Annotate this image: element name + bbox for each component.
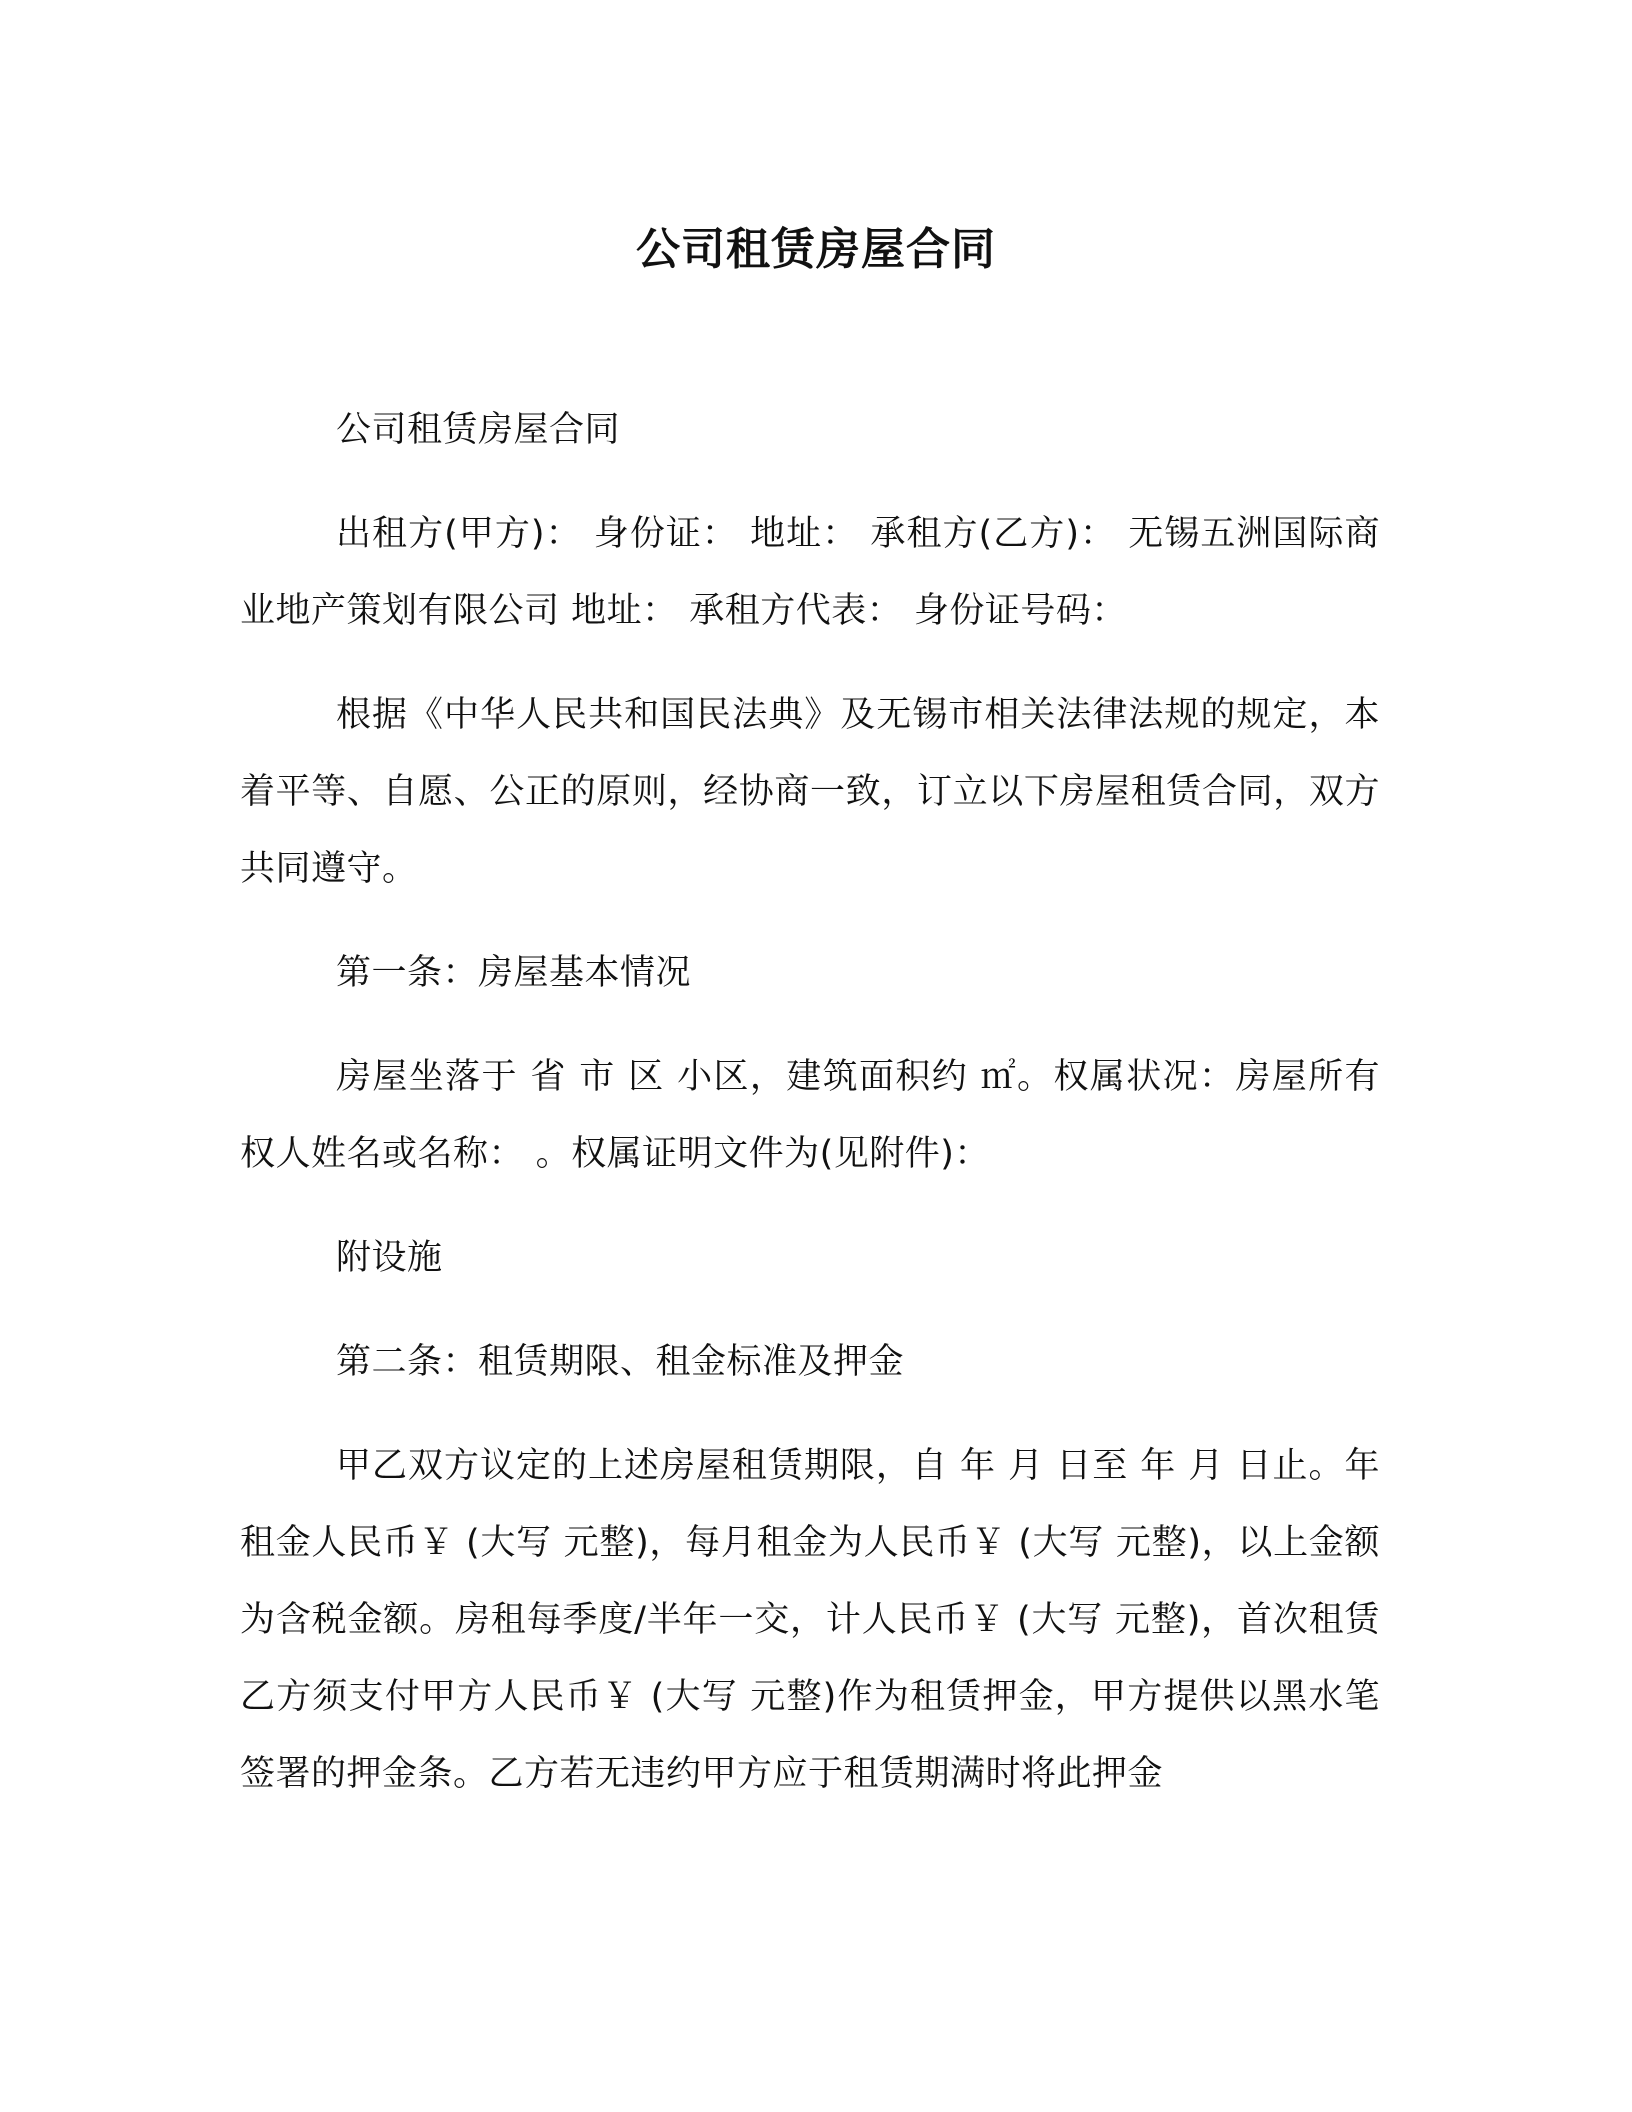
document-body <box>240 392 1380 1813</box>
contract-name-paragraph: 公司租赁房屋合同 <box>336 410 621 450</box>
property-info-paragraph: 房屋坐落于 省 市 区 小区，建筑面积约 ㎡。权属状况：房屋所有权人姓名或名称： 。权属证明文件为(见附件)： <box>240 1057 1380 1174</box>
parties-paragraph: 出租方(甲方)： 身份证： 地址： 承租方(乙方)： 无锡五洲国际商业地产策划有限公司 地址： 承租方代表： 身份证号码： <box>240 514 1380 631</box>
facilities-heading: 附设施 <box>336 1238 443 1278</box>
preamble-paragraph: 根据《中华人民共和国民法典》及无锡市相关法律法规的规定，本着平等、自愿、公正的原则，经协商一致，订立以下房屋租赁合同，双方共同遵守。 <box>240 695 1380 889</box>
article-one-heading: 第一条：房屋基本情况 <box>336 953 692 993</box>
document-title: 公司租赁房屋合同 <box>636 224 996 275</box>
article-two-heading: 第二条：租赁期限、租金标准及押金 <box>336 1342 905 1382</box>
lease-term-paragraph: 甲乙双方议定的上述房屋租赁期限，自 年 月 日至 年 月 日止。年租金人民币￥ (大写 元整)，每月租金为人民币￥ (大写 元整)，以上金额为含税金额。房租每季度/半年一交，计人民币￥ (大写 元整)，首次租赁乙方须支付甲方人民币￥ (大写 元整)作为租赁押金，甲方提供以黑水笔签署的押金条。乙方若无违约甲方应于租赁期满时将此押金 <box>240 1446 1380 1794</box>
